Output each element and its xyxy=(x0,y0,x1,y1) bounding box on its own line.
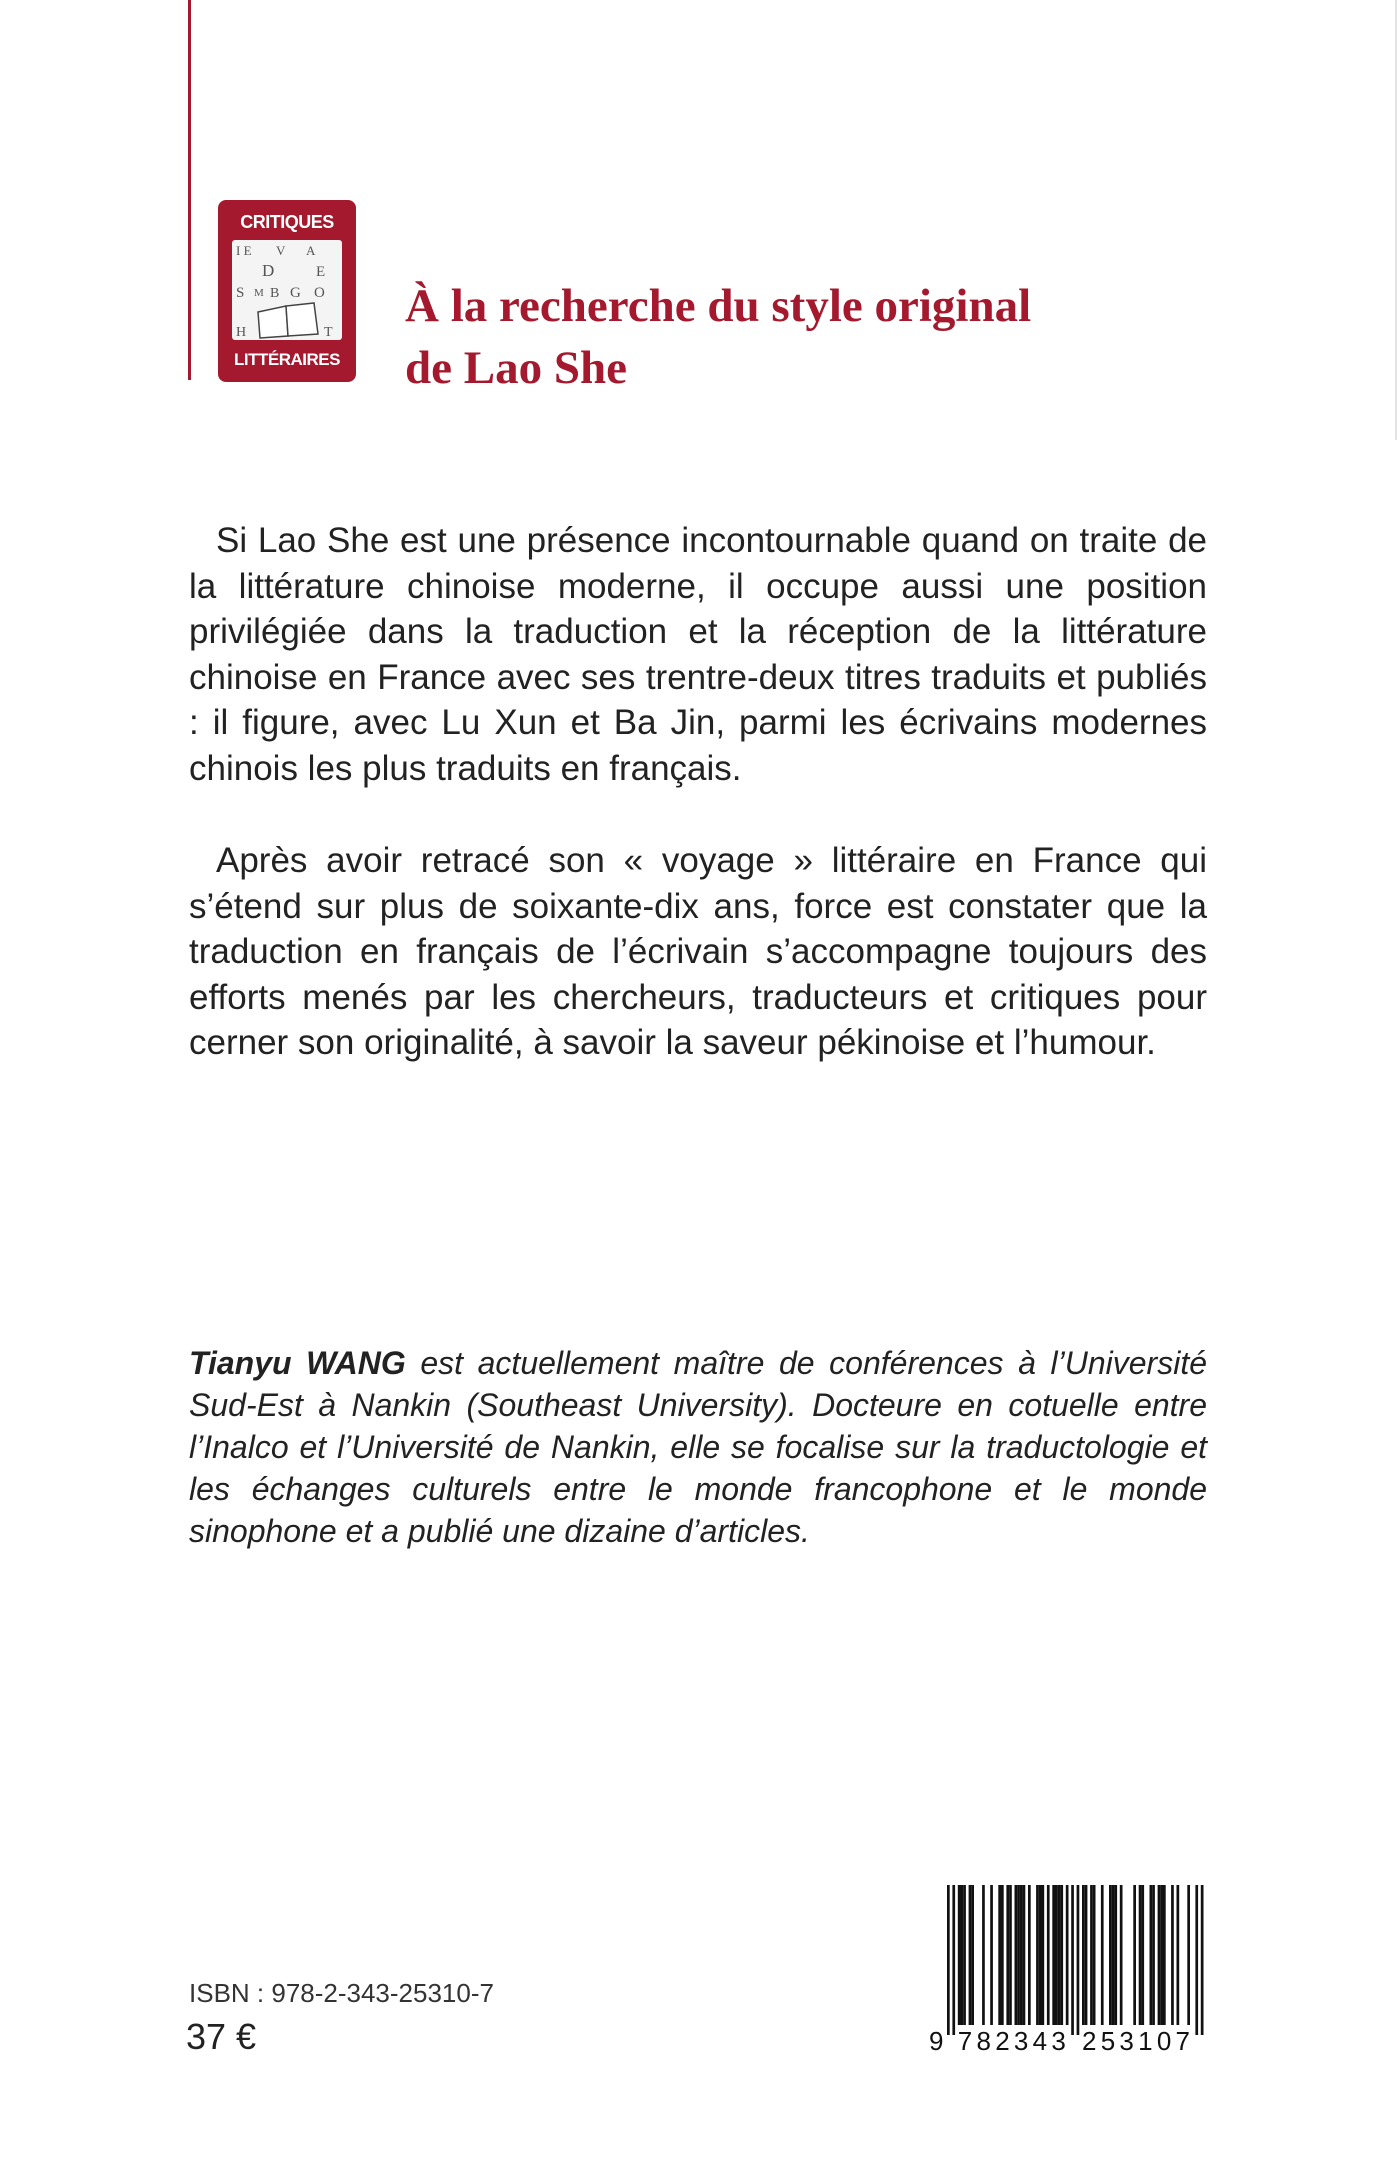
barcode-bar xyxy=(963,1885,966,2025)
barcode-bar xyxy=(1171,1885,1174,2025)
svg-text:A: A xyxy=(306,243,316,258)
barcode-bar xyxy=(1120,1885,1123,2025)
summary-text: Si Lao She est une présence incontournable quand on traite de la littérature chinoise moderne, il occupe aussi une position privilégiée dans la traduction et la réception de la littérature chinoise en France avec ses trentre-deux titres traduits et publiés : il figure, avec Lu Xun et Ba Jin, parmi les écrivains modernes chinois les plus traduits en français. xyxy=(189,521,1207,788)
barcode-bar xyxy=(1160,1885,1163,2025)
book-title xyxy=(405,275,1031,399)
page-edge xyxy=(1395,0,1397,440)
barcode-bar xyxy=(1090,1885,1093,2025)
barcode-bar xyxy=(1066,1885,1069,2025)
barcode-bar xyxy=(1141,1885,1144,2025)
barcode-bar xyxy=(1152,1885,1155,2025)
series-logo-top: CRITIQUES xyxy=(240,212,334,232)
accent-rule xyxy=(188,0,191,380)
author-name: Tianyu WANG xyxy=(189,1345,406,1381)
barcode-bar xyxy=(1093,1885,1096,2025)
open-book-icon xyxy=(232,240,342,340)
barcode-bar xyxy=(1058,1885,1061,2025)
series-logo-bottom: LITTÉRAIRES xyxy=(234,350,340,369)
svg-text:V: V xyxy=(276,243,286,258)
svg-text:D: D xyxy=(262,261,275,280)
svg-text:O: O xyxy=(314,285,325,301)
barcode-bar xyxy=(1017,1885,1020,2025)
barcode-bar xyxy=(1085,1885,1088,2025)
barcode-digits: 253107 xyxy=(1082,2026,1190,2055)
barcode-bar xyxy=(1039,1885,1042,2025)
barcode-bar xyxy=(1187,1885,1190,2025)
barcode-bar xyxy=(1060,1885,1063,2025)
svg-text:B: B xyxy=(270,286,280,301)
barcode-bar xyxy=(1009,1885,1012,2025)
barcode-bar xyxy=(982,1885,985,2025)
barcode-digits: 782343 xyxy=(957,2026,1066,2055)
barcode-bar xyxy=(1071,1885,1074,2035)
barcode-bar xyxy=(1177,1885,1180,2025)
barcode-bar xyxy=(1201,1885,1204,2035)
svg-text:M: M xyxy=(254,287,264,299)
barcode-bar xyxy=(1036,1885,1039,2025)
barcode-bar xyxy=(1158,1885,1161,2025)
barcode-bar xyxy=(1001,1885,1004,2025)
barcode-bar xyxy=(1133,1885,1136,2025)
isbn: ISBN : 978-2-343-25310-7 xyxy=(189,1978,494,2008)
title-line-2: de Lao She xyxy=(405,342,627,394)
series-logo xyxy=(218,200,356,382)
barcode-bar xyxy=(1101,1885,1104,2025)
barcode-bar xyxy=(1109,1885,1112,2025)
barcode-bar xyxy=(1006,1885,1009,2025)
price: 37 € xyxy=(186,2016,257,2057)
barcode-bar xyxy=(971,1885,974,2025)
barcode-bar xyxy=(1150,1885,1153,2025)
summary-text: Après avoir retracé son « voyage » littéraire en France qui s’étend sur plus de soixante-dix ans, force est constater que la traduction en français de l’écrivain s’accompagne toujours des efforts menés par les chercheurs, traducteurs et critiques pour cerner son originalité, à savoir la saveur pékinoise et l’humour. xyxy=(189,841,1207,1062)
barcode-bar xyxy=(952,1885,955,2035)
barcode-bar xyxy=(1112,1885,1115,2025)
barcode-bar xyxy=(1163,1885,1166,2025)
svg-text:I E: I E xyxy=(236,243,252,258)
summary-paragraph-2 xyxy=(189,838,1207,1066)
barcode-bar xyxy=(1055,1885,1058,2025)
barcode-bar xyxy=(947,1885,950,2035)
title-line-1: À la recherche du style original xyxy=(405,280,1032,332)
barcode-bar xyxy=(1052,1885,1055,2025)
svg-text:S: S xyxy=(236,285,245,301)
barcode-bar xyxy=(1028,1885,1031,2025)
barcode xyxy=(925,1885,1225,2055)
barcode-bar xyxy=(1020,1885,1023,2025)
summary-paragraph-1 xyxy=(189,518,1207,791)
svg-text:E: E xyxy=(316,264,326,280)
barcode-bar xyxy=(1077,1885,1080,2035)
svg-text:G: G xyxy=(290,285,301,301)
barcode-bar xyxy=(990,1885,993,2025)
svg-text:H: H xyxy=(236,325,247,340)
barcode-bar xyxy=(1139,1885,1142,2025)
barcode-bar xyxy=(969,1885,972,2025)
barcode-bar xyxy=(1047,1885,1050,2025)
barcode-bar xyxy=(1082,1885,1085,2025)
barcode-bar xyxy=(1195,1885,1198,2035)
barcode-bar xyxy=(998,1885,1001,2025)
barcode-bar xyxy=(1015,1885,1018,2025)
svg-text:T: T xyxy=(324,325,333,340)
author-bio xyxy=(189,1342,1207,1552)
barcode-bar xyxy=(958,1885,961,2025)
barcode-bar xyxy=(1023,1885,1026,2025)
author-bio-text: est actuellement maître de conférences à l’Université Sud-Est à Nankin (Southeast University). Docteure en cotuelle entre l’Inalco et l’Université de Nankin, elle se focalise sur la traductologie et les échanges culturels entre le monde francophone et le monde sinophone et a publié une dizaine d’articles. xyxy=(189,1345,1208,1549)
barcode-bar xyxy=(1042,1885,1045,2025)
barcode-bar xyxy=(1114,1885,1117,2025)
barcode-digits: 9 xyxy=(929,2026,944,2055)
barcode-bar xyxy=(961,1885,964,2025)
